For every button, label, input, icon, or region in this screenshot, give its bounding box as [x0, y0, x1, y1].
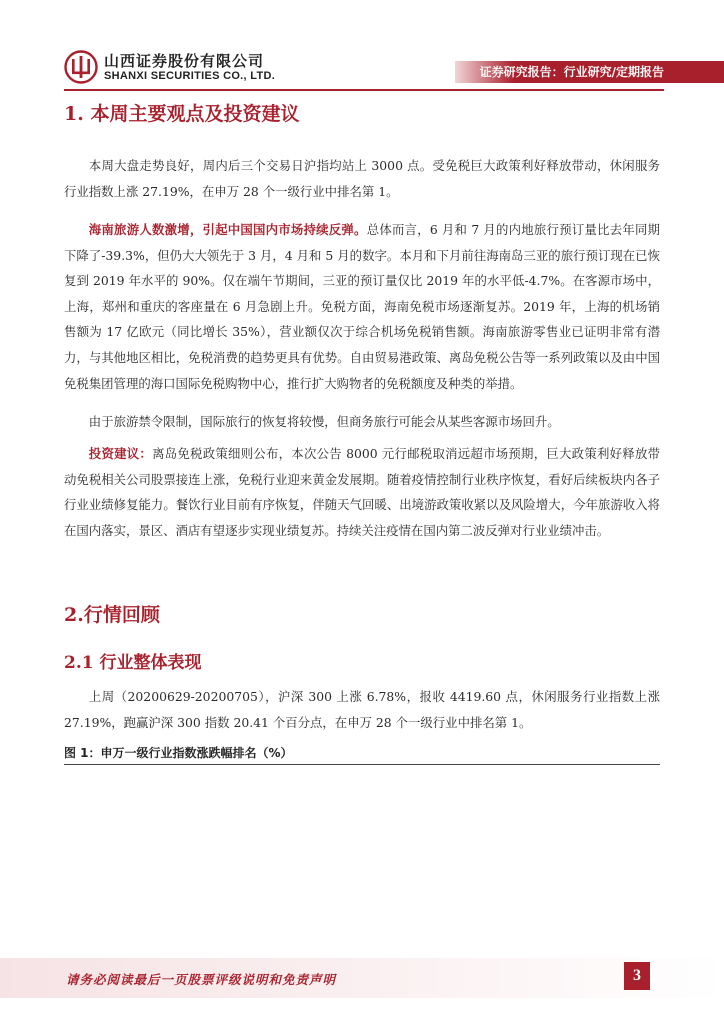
- figure1-caption: 图 1：申万一级行业指数涨跌幅排名（%）: [64, 746, 293, 760]
- shanxi-securities-logo-icon: [64, 50, 98, 84]
- hainan-body-text: 总体而言，6 月和 7 月的内地旅行预订量比去年同期下降了-39.3%，但仍大大领先于 3 月，4 月和 5 月的数字。本月和下月前往海南岛三亚的旅行预订现在已恢复到 2019 年水平的 90%。仅在端午节期间，三亚的预订量仅比 2019 年的水平低-4.7%。在客源市场中，上海，郑州和重庆的客座量在 6 月急剧上升。免税方面，海南免税市场逐渐复苏。2019 年，上海的机场销售额为 17 亿欧元（同比增长 35%），营业额仅次于综合机场免税销售额。海南旅游零售业已证明非常有潜力，与其他地区相比，免税消费的趋势更具有优势。自由贸易港政策、离岛免税公告等一系列政策以及由中国免税集团管理的海口国际免税购物中心，推行扩大购物者的免税额度及种类的举措。: [64, 222, 660, 391]
- section2-title: 2.行情回顾: [64, 604, 160, 626]
- report-type-label: 证券研究报告：行业研究/定期报告: [479, 65, 664, 79]
- section2-1-title: 2.1 行业整体表现: [64, 653, 202, 673]
- figure1-divider: [64, 764, 660, 765]
- section1-paragraph-hainan: [64, 217, 660, 396]
- report-type-banner: [455, 61, 724, 83]
- section1-paragraph-investment: [64, 441, 660, 543]
- investment-lead-text: 投资建议：: [88, 446, 153, 461]
- section1-paragraph-market: 本周大盘走势良好，周内后三个交易日沪指均站上 3000 点。受免税巨大政策利好释放带动，休闲服务行业指数上涨 27.19%，在申万 28 个一级行业中排名第 1。: [64, 158, 660, 199]
- header-divider: [64, 89, 664, 91]
- section2-paragraph-performance: 上周（20200629-20200705），沪深 300 上涨 6.78%，报收 4419.60 点，休闲服务行业指数上涨 27.19%，跑赢沪深 300 指数 20.41 个百分点，在申万 28 个一级行业中排名第 1。: [64, 689, 660, 730]
- investment-body-text: 离岛免税政策细则公布，本次公告 8000 元行邮税取消远超市场预期，巨大政策利好释放带动免税相关公司股票接连上涨，免税行业迎来黄金发展期。随着疫情控制行业秩序恢复，看好后续板块内各子行业业绩修复能力。餐饮行业目前有序恢复，伴随天气回暖、出境游政策收紧以及风险增大，今年旅游收入将在国内落实，景区、酒店有望逐步实现业绩复苏。持续关注疫情在国内第二波反弹对行业业绩冲击。: [64, 446, 660, 538]
- company-name-cn: 山西证券股份有限公司: [104, 52, 265, 70]
- footer-disclaimer: 请务必阅读最后一页股票评级说明和免责声明: [66, 972, 337, 987]
- section1-title: 1. 本周主要观点及投资建议: [64, 103, 300, 125]
- section1-paragraph-travel: 由于旅游禁令限制，国际旅行的恢复将较慢，但商务旅行可能会从某些客源市场回升。: [88, 414, 560, 429]
- page-header: [0, 0, 724, 95]
- hainan-lead-text: 海南旅游人数激增，引起中国国内市场持续反弹。: [88, 222, 367, 237]
- page-number: 3: [624, 962, 650, 990]
- company-name-en: SHANXI SECURITIES CO., LTD.: [104, 70, 276, 82]
- page-footer: [0, 958, 724, 998]
